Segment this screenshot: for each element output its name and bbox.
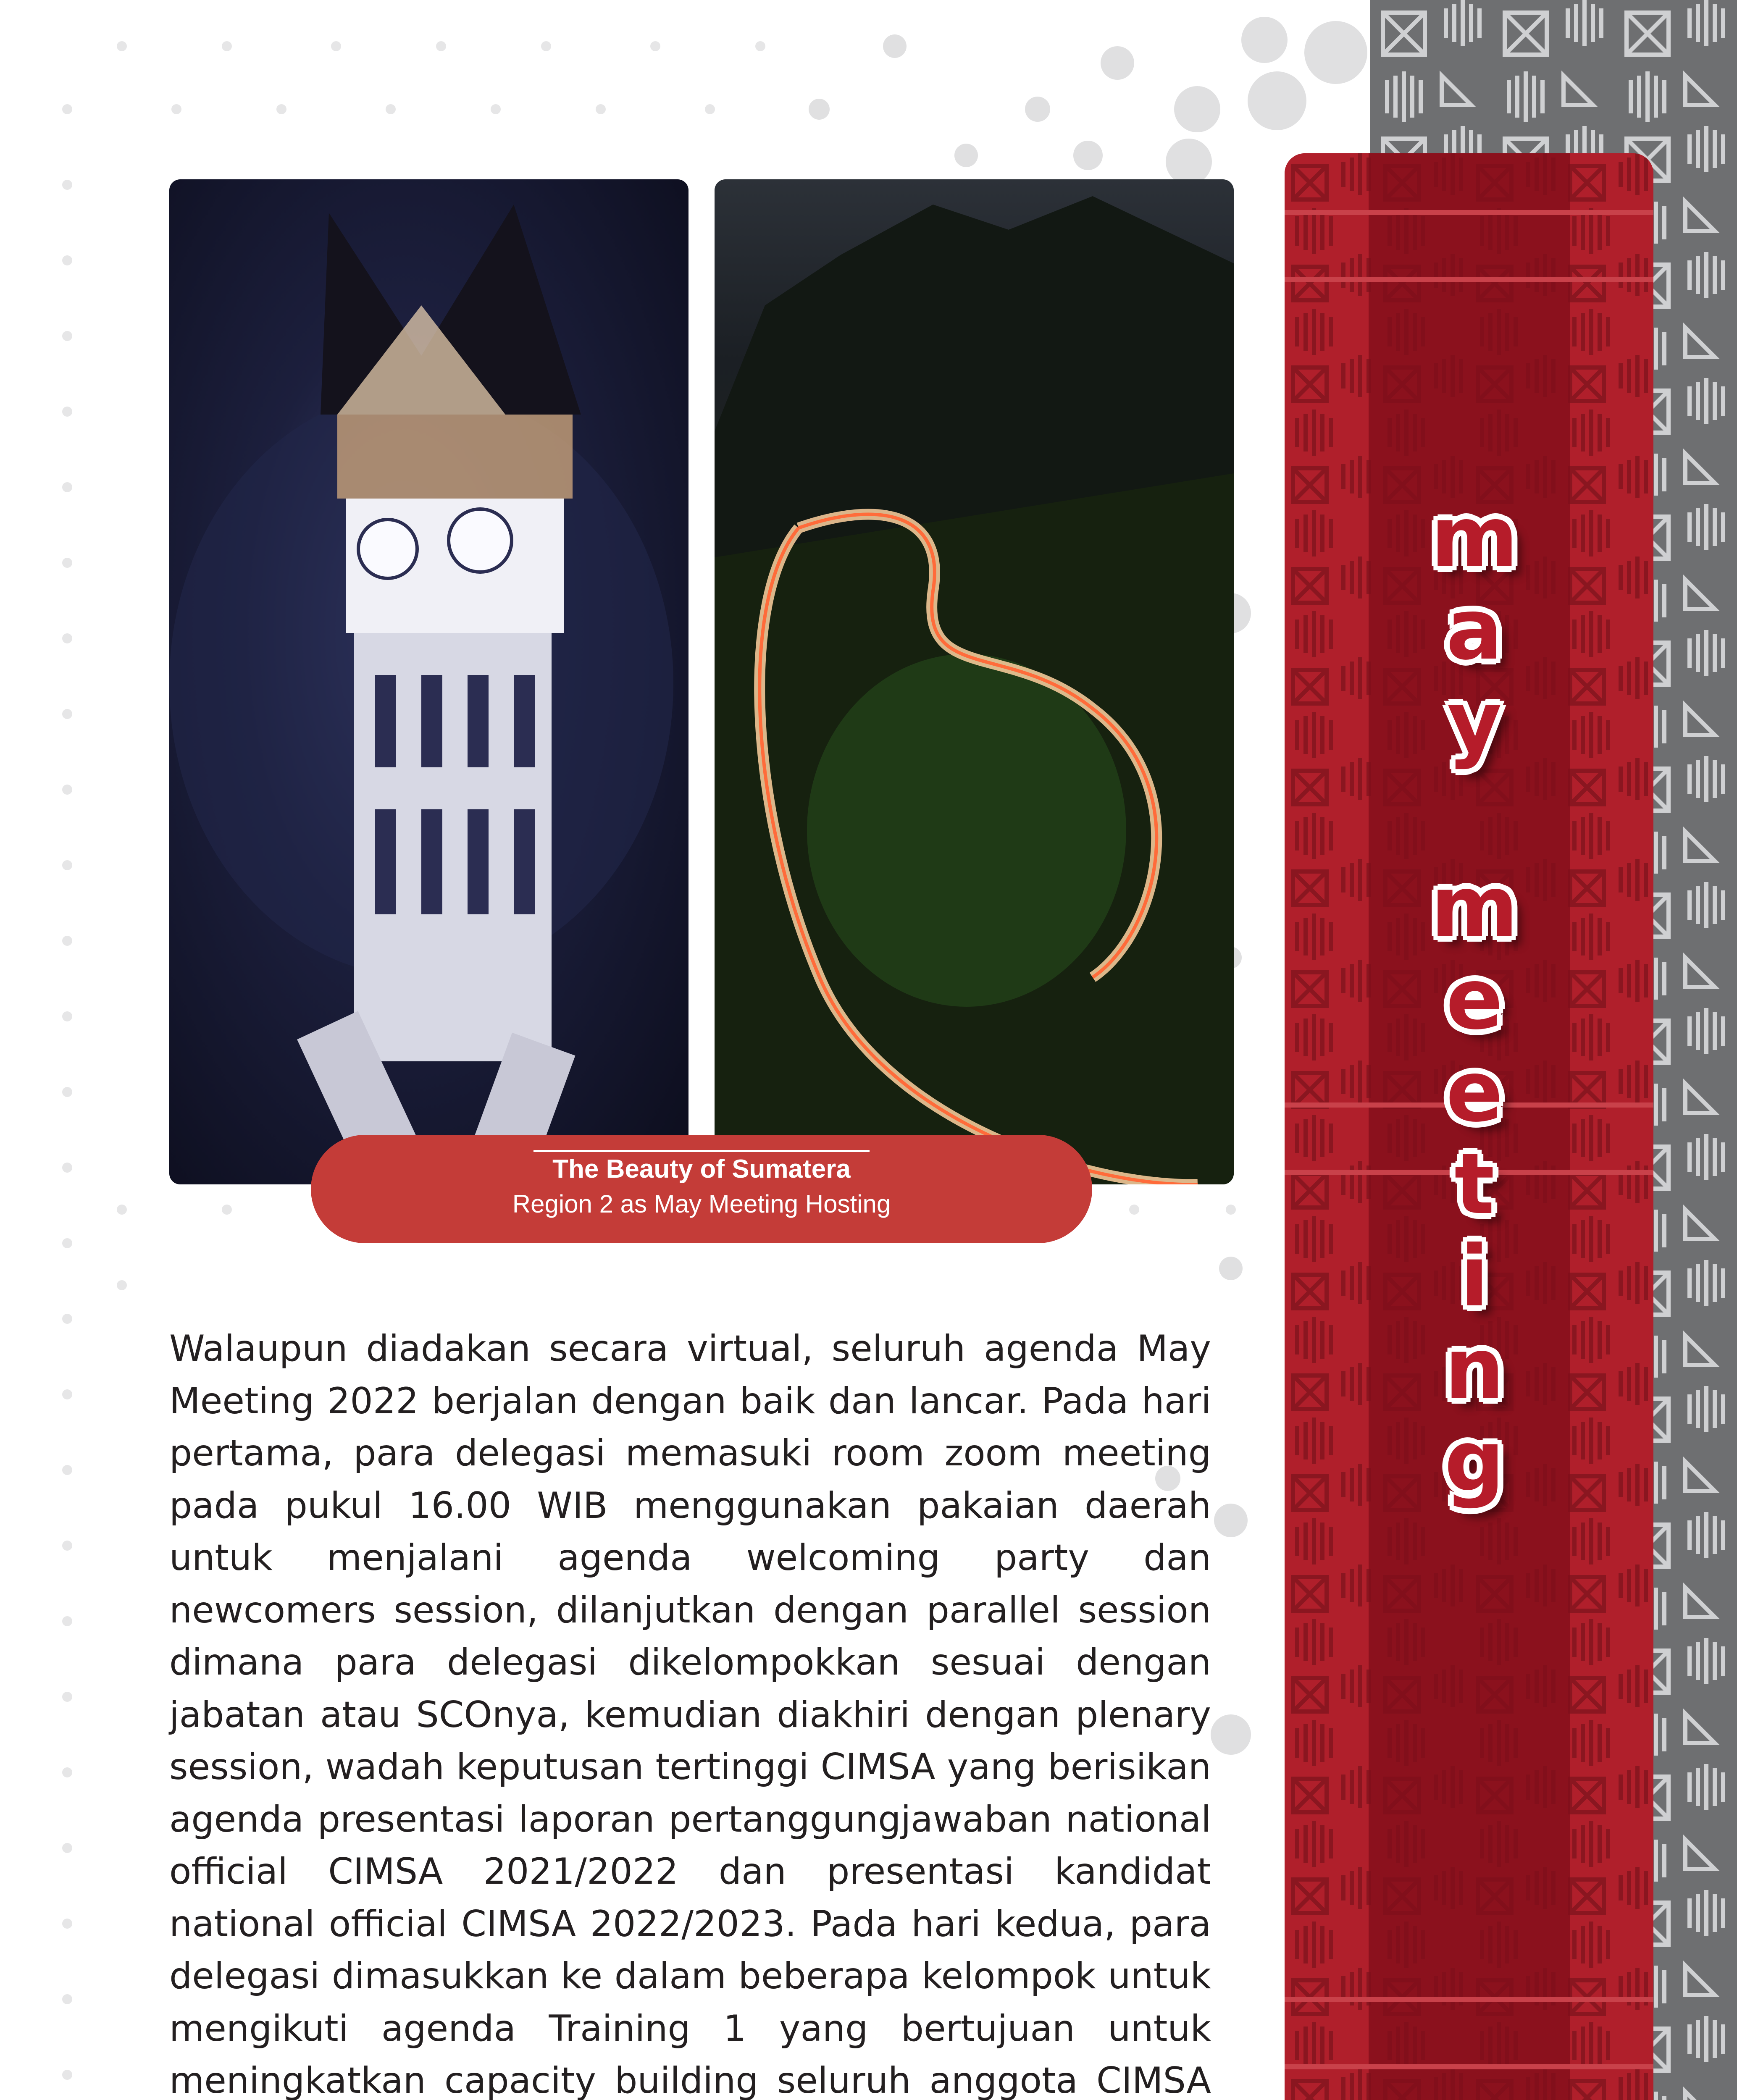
caption-divider-line: [533, 1150, 870, 1152]
clock-tower-illustration: [169, 179, 688, 1184]
title-letter: t: [1454, 1135, 1495, 1233]
title-letter: e: [1446, 950, 1503, 1048]
vertical-title: [1399, 488, 1550, 1510]
photo-caption-title: The Beauty of Sumatera: [552, 1155, 851, 1184]
winding-road-photo: [715, 179, 1234, 1184]
title-letter: y: [1447, 673, 1502, 771]
title-word-gap: [1399, 769, 1550, 861]
title-letter: g: [1444, 1412, 1505, 1510]
photo-caption-subtitle: Region 2 as May Meeting Hosting: [512, 1190, 891, 1218]
clock-tower-photo: [169, 179, 688, 1184]
title-letter: a: [1446, 581, 1503, 679]
title-letter: i: [1460, 1228, 1489, 1326]
vertical-title-word-may: [1399, 488, 1550, 771]
title-letter: n: [1444, 1320, 1505, 1418]
vertical-title-word-meeting: [1399, 858, 1550, 1510]
title-letter: e: [1446, 1043, 1503, 1141]
title-letter: m: [1430, 858, 1519, 956]
winding-road-illustration: [715, 179, 1234, 1184]
body-paragraph: Walaupun diadakan secara virtual, seluruh agenda May Meeting 2022 berjalan dengan baik dan lancar. Pada hari pertama, para delegasi memasuki room zoom meeting pada pukul 16.00 WIB menggunakan pakaian daerah untuk menjalani agenda welcoming party dan newcomers session, dilanjutkan dengan parallel session dimana para delegasi dikelompokkan sesuai dengan jabatan atau SCOnya, kemudian diakhiri dengan plenary session, wadah keputusan tertinggi CIMSA yang berisikan agenda presentasi laporan pertanggungjawaban national official CIMSA 2021/2022 dan presentasi kandidat national official CIMSA 2022/2023. Pada hari kedua, para delegasi dimasukkan ke dalam beberapa kelompok untuk mengikuti agenda Training 1 yang bertujuan untuk meningkatkan capacity building seluruh anggota CIMSA: [169, 1328, 1211, 2100]
title-letter: m: [1430, 488, 1519, 586]
